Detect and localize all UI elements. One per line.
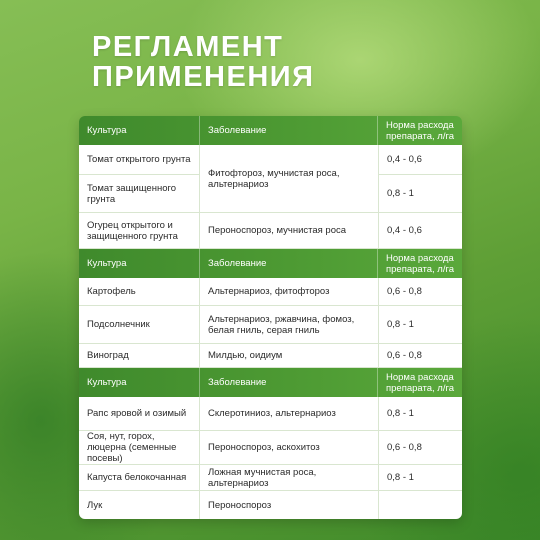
table-header-1: [79, 116, 462, 145]
disease-cell: Ложная мучнистая роса, альтернариоз: [200, 465, 378, 491]
disease-cell: Альтернариоз, ржавчина, фомоз, белая гниль, серая гниль: [200, 306, 378, 344]
disease-cell: Пероноспороз, аскохитоз: [200, 431, 378, 465]
disease-cell: Пероноспороз, мучнистая роса: [200, 213, 378, 249]
rate-cell: 0,4 - 0,6: [379, 213, 462, 249]
table-section-3: [79, 397, 462, 519]
rate-cell: 0,6 - 0,8: [379, 344, 462, 368]
header-culture: Культура: [79, 116, 200, 145]
header-disease: Заболевание: [200, 249, 378, 278]
table-section-1: [79, 145, 462, 249]
culture-cell: Капуста белокочанная: [79, 465, 200, 491]
rate-cell: 0,6 - 0,8: [379, 278, 462, 306]
disease-cell: Склеротиниоз, альтернариоз: [200, 397, 378, 431]
disease-cell: Альтернариоз, фитофтороз: [200, 278, 378, 306]
rate-cell: 0,8 - 1: [379, 397, 462, 431]
table-section-2: [79, 278, 462, 368]
rate-cell: 0,4 - 0,6: [379, 145, 462, 175]
table-header-3: [79, 368, 462, 397]
header-rate: Норма расхода препарата, л/га: [386, 371, 455, 394]
rate-cell: [379, 491, 462, 519]
page-title: [92, 32, 314, 92]
header-rate: Норма расхода препарата, л/га: [386, 119, 455, 142]
culture-cell: Рапс яровой и озимый: [79, 397, 200, 431]
disease-cell: Милдью, оидиум: [200, 344, 378, 368]
header-rate: Норма расхода препарата, л/га: [386, 252, 455, 275]
culture-cell: Виноград: [79, 344, 200, 368]
header-disease: Заболевание: [200, 116, 378, 145]
culture-cell: Лук: [79, 491, 200, 519]
culture-cell: Соя, нут, горох, люцерна (семенные посевы): [79, 431, 200, 465]
rate-cell: 0,8 - 1: [379, 175, 462, 213]
rate-cell: 0,6 - 0,8: [379, 431, 462, 465]
title-line-2: ПРИМЕНЕНИЯ: [92, 61, 315, 93]
culture-cell: Огурец открытого и защищенного грунта: [79, 213, 200, 249]
culture-cell: Подсолнечник: [79, 306, 200, 344]
table-header-2: [79, 249, 462, 278]
title-line-1: РЕГЛАМЕНТ: [92, 31, 284, 63]
culture-cell: Картофель: [79, 278, 200, 306]
culture-cell: Томат защищенного грунта: [79, 175, 200, 213]
header-culture: Культура: [79, 249, 200, 278]
culture-cell: Томат открытого грунта: [79, 145, 200, 175]
rate-cell: 0,8 - 1: [379, 465, 462, 491]
application-table: [79, 116, 462, 519]
disease-cell: Пероноспороз: [208, 499, 272, 511]
header-culture: Культура: [79, 368, 200, 397]
disease-cell: Фитофтороз, мучнистая роса, альтернариоз: [200, 145, 378, 213]
rate-cell: 0,8 - 1: [379, 306, 462, 344]
header-disease: Заболевание: [200, 368, 378, 397]
